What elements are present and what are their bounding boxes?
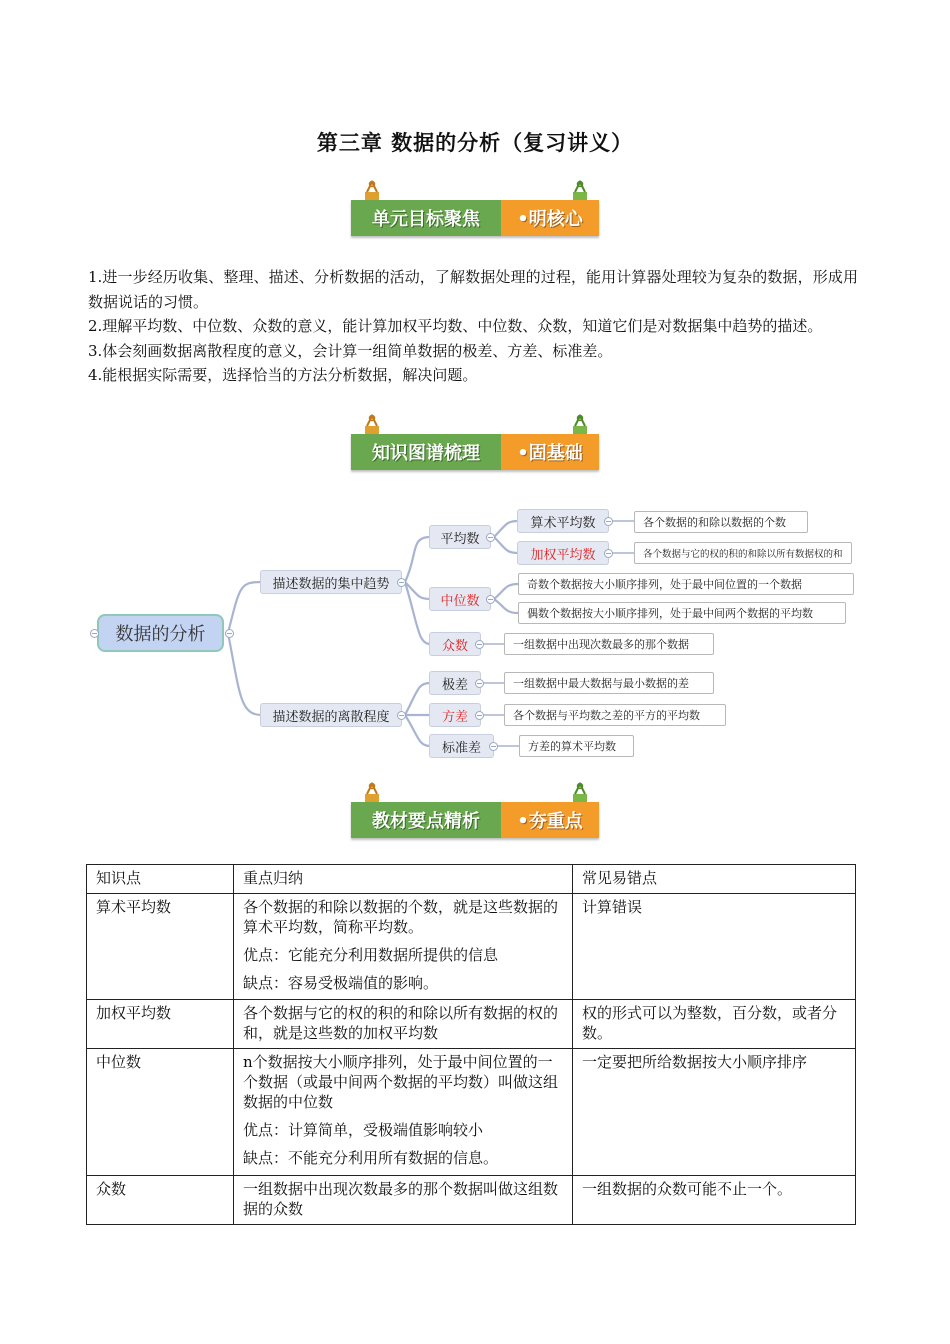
cell-error: 一组数据的众数可能不止一个。 xyxy=(573,1176,856,1225)
summary-line: 缺点：不能充分利用所有数据的信息。 xyxy=(243,1149,499,1167)
table-header-row xyxy=(87,865,856,894)
key-points-table xyxy=(86,864,856,1225)
cell-error: 一定要把所给数据按大小顺序排序 xyxy=(573,1049,856,1176)
cell-point: 中位数 xyxy=(87,1049,234,1176)
mindmap-node-central-tendency: 描述数据的集中趋势 xyxy=(260,570,402,594)
collapse-icon[interactable] xyxy=(397,578,406,587)
mindmap-node-std: 标准差 xyxy=(429,734,494,758)
goal-item: 2.理解平均数、中位数、众数的意义，能计算加权平均数、中位数、众数，知道它们是对数据集中趋势的描述。 xyxy=(88,317,823,336)
banner-right-label: •固基础 xyxy=(501,434,599,470)
collapse-icon[interactable] xyxy=(475,711,484,720)
mindmap-node-dispersion: 描述数据的离散程度 xyxy=(260,703,402,727)
banner-right-label: •明核心 xyxy=(501,200,599,236)
page-title: 第三章 数据的分析（复习讲义） xyxy=(316,131,634,155)
mind-map xyxy=(0,495,950,770)
summary-line: 缺点：容易受极端值的影响。 xyxy=(243,974,439,992)
mindmap-node-mean: 平均数 xyxy=(429,525,491,549)
banner-left-label: 单元目标聚焦 xyxy=(351,200,501,236)
collapse-icon[interactable] xyxy=(604,549,613,558)
table-row xyxy=(87,1049,856,1176)
collapse-icon[interactable] xyxy=(486,533,495,542)
summary-line: 各个数据与它的权的积的和除以所有数据的权的和，就是这些数的加权平均数 xyxy=(243,1004,559,1042)
collapse-icon[interactable] xyxy=(486,595,495,604)
mindmap-leaf: 奇数个数据按大小顺序排列，处于最中间位置的一个数据 xyxy=(518,573,854,595)
mindmap-leaf: 一组数据中最大数据与最小数据的差 xyxy=(504,672,714,694)
column-header: 重点归纳 xyxy=(234,865,573,894)
banner-unit-goals xyxy=(351,180,599,240)
banner-left-label: 知识图谱梳理 xyxy=(351,434,501,470)
cell-summary xyxy=(234,894,573,1000)
summary-line: 各个数据的和除以数据的个数，就是这些数据的算术平均数，简称平均数。 xyxy=(243,898,559,936)
cell-point: 众数 xyxy=(87,1176,234,1225)
summary-line: 优点：它能充分利用数据所提供的信息 xyxy=(243,946,499,964)
goal-item: 4.能根据实际需要，选择恰当的方法分析数据，解决问题。 xyxy=(88,366,478,385)
cell-point: 算术平均数 xyxy=(87,894,234,1000)
summary-line: 一组数据中出现次数最多的那个数据叫做这组数据的众数 xyxy=(243,1180,559,1218)
table-row xyxy=(87,1000,856,1049)
mindmap-leaf: 一组数据中出现次数最多的那个数据 xyxy=(504,633,714,655)
collapse-icon[interactable] xyxy=(489,742,498,751)
column-header: 知识点 xyxy=(87,865,234,894)
mindmap-node-median: 中位数 xyxy=(429,587,491,611)
table-row xyxy=(87,1176,856,1225)
banner-right-label: •夯重点 xyxy=(501,802,599,838)
collapse-icon[interactable] xyxy=(475,640,484,649)
collapse-icon[interactable] xyxy=(90,629,99,638)
mindmap-node-variance: 方差 xyxy=(429,703,481,727)
collapse-icon[interactable] xyxy=(604,517,613,526)
mindmap-node-weighted-mean: 加权平均数 xyxy=(517,541,609,565)
cell-summary xyxy=(234,1176,573,1225)
cell-point: 加权平均数 xyxy=(87,1000,234,1049)
mindmap-node-mode: 众数 xyxy=(429,632,481,656)
mindmap-leaf: 方差的算术平均数 xyxy=(519,735,634,757)
banner-key-points xyxy=(351,782,599,842)
mindmap-root: 数据的分析 xyxy=(97,614,224,652)
collapse-icon[interactable] xyxy=(397,711,406,720)
table-row xyxy=(87,894,856,1000)
column-header: 常见易错点 xyxy=(573,865,856,894)
mindmap-leaf: 各个数据与它的权的积的和除以所有数据权的和 xyxy=(634,542,852,564)
goal-item: 3.体会刻画数据离散程度的意义，会计算一组简单数据的极差、方差、标准差。 xyxy=(88,341,613,360)
banner-left-label: 教材要点精析 xyxy=(351,802,501,838)
banner-knowledge-map xyxy=(351,414,599,474)
summary-line: n个数据按大小顺序排列，处于最中间位置的一个数据（或最中间两个数据的平均数）叫做这组数据的中位数 xyxy=(243,1053,559,1111)
mindmap-node-arithmetic-mean: 算术平均数 xyxy=(517,509,609,533)
summary-line: 优点：计算简单，受极端值影响较小 xyxy=(243,1121,484,1139)
cell-summary xyxy=(234,1000,573,1049)
collapse-icon[interactable] xyxy=(225,629,234,638)
goal-item: 1.进一步经历收集、整理、描述、分析数据的活动，了解数据处理的过程，能用计算器处理较为复杂的数据，形成用数据说话的习惯。 xyxy=(88,268,858,311)
learning-goals xyxy=(88,265,858,388)
cell-error: 计算错误 xyxy=(573,894,856,1000)
collapse-icon[interactable] xyxy=(475,679,484,688)
cell-summary xyxy=(234,1049,573,1176)
mindmap-leaf: 偶数个数据按大小顺序排列，处于最中间两个数据的平均数 xyxy=(518,602,846,624)
mindmap-node-range: 极差 xyxy=(429,671,481,695)
mindmap-leaf: 各个数据与平均数之差的平方的平均数 xyxy=(504,704,726,726)
cell-error: 权的形式可以为整数，百分数，或者分数。 xyxy=(573,1000,856,1049)
mindmap-leaf: 各个数据的和除以数据的个数 xyxy=(634,511,808,533)
